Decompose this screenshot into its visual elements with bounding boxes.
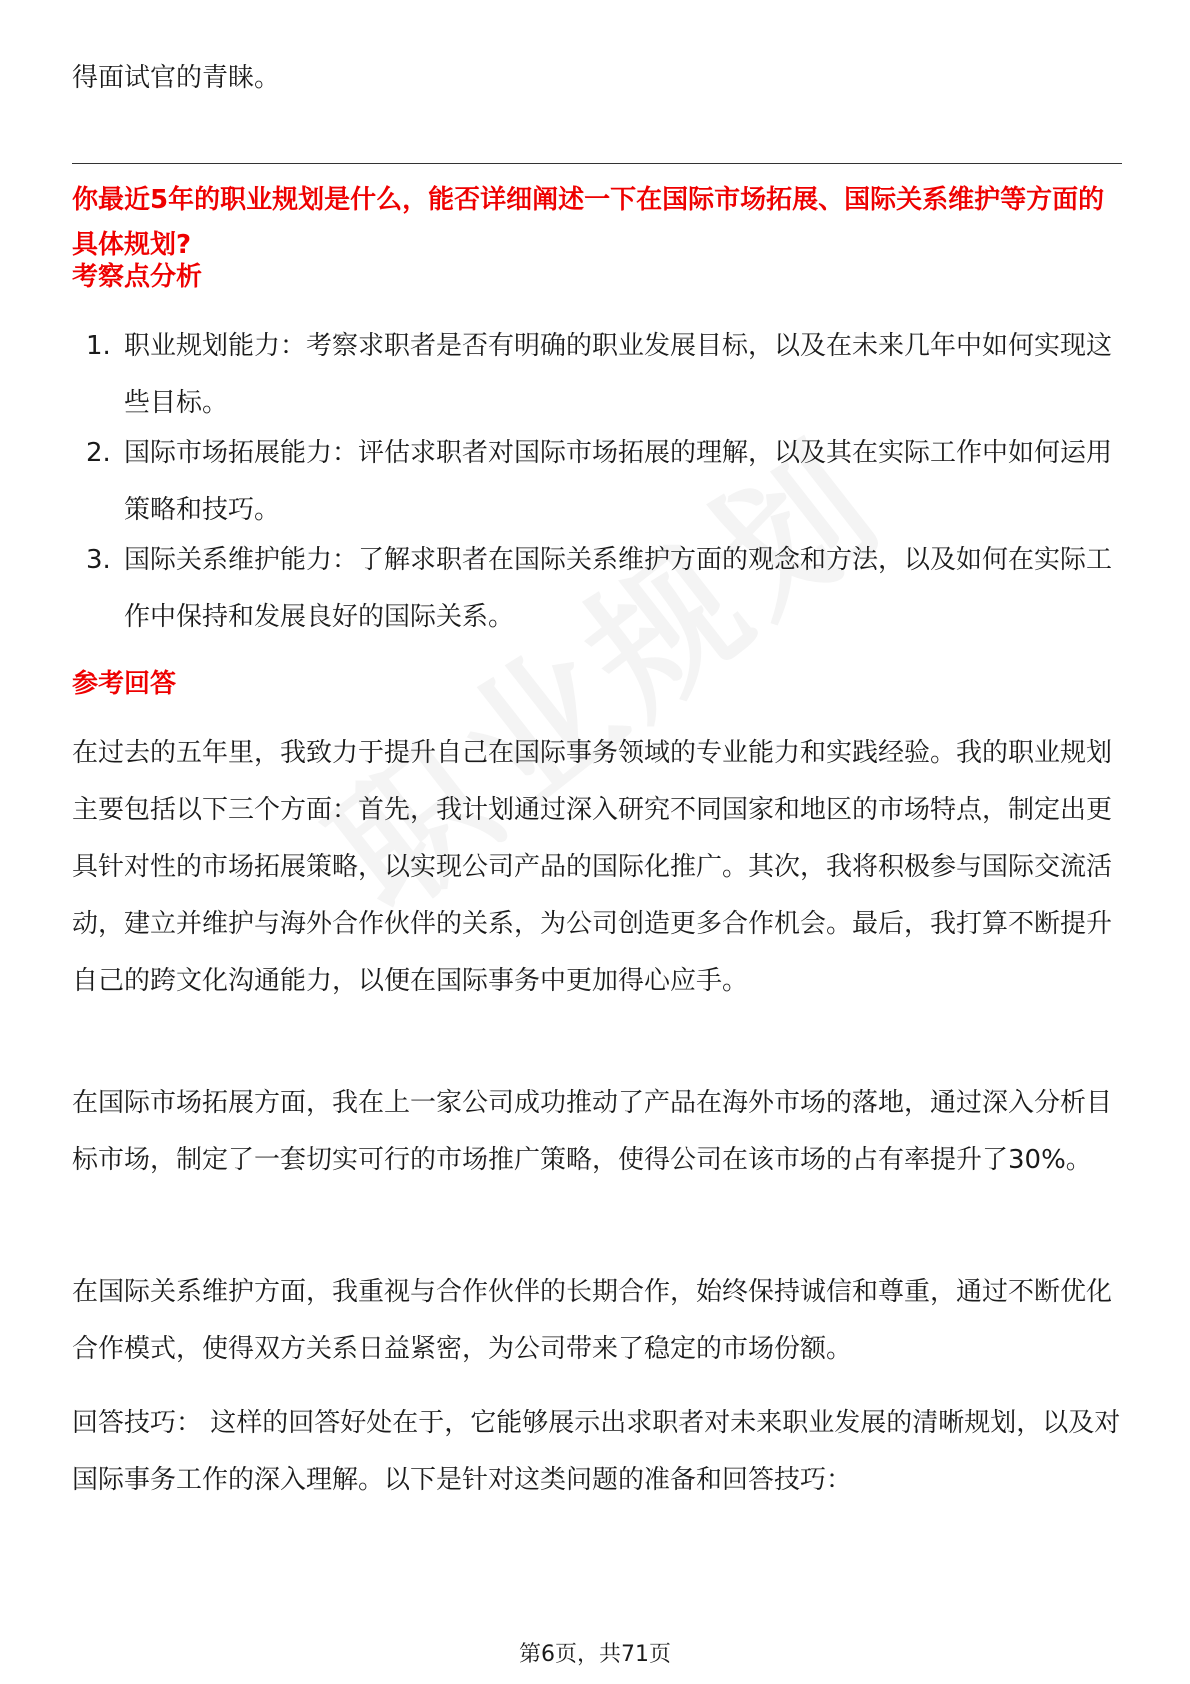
answer-paragraph: 在国际市场拓展方面，我在上一家公司成功推动了产品在海外市场的落地，通过深入分析目标市场，制定了一套切实可行的市场推广策略，使得公司在该市场的占有率提升了30%。 — [72, 1088, 1113, 1175]
list-item — [72, 318, 1122, 425]
list-item-number: 2. — [86, 438, 111, 468]
question-title: 你最近5年的职业规划是什么，能否详细阐述一下在国际市场拓展、国际关系维护等方面的具体规划? — [72, 185, 1105, 260]
analysis-list — [72, 318, 1122, 639]
list-item — [72, 425, 1122, 532]
list-item-number: 3. — [86, 545, 111, 575]
answer-paragraph: 在国际关系维护方面，我重视与合作伙伴的长期合作，始终保持诚信和尊重，通过不断优化合作模式，使得双方关系日益紧密，为公司带来了稳定的市场份额。 — [72, 1277, 1113, 1364]
answer-tips: 回答技巧： 这样的回答好处在于，它能够展示出求职者对未来职业发展的清晰规划，以及对国际事务工作的深入理解。以下是针对这类问题的准备和回答技巧： — [72, 1408, 1121, 1495]
answer-paragraph: 在过去的五年里，我致力于提升自己在国际事务领域的专业能力和实践经验。我的职业规划主要包括以下三个方面：首先，我计划通过深入研究不同国家和地区的市场特点，制定出更具针对性的市场拓展策略，以实现公司产品的国际化推广。其次，我将积极参与国际交流活动，建立并维护与海外合作伙伴的关系，为公司创造更多合作机会。最后，我打算不断提升自己的跨文化沟通能力，以便在国际事务中更加得心应手。 — [72, 738, 1113, 996]
page-number: 第6页，共71页 — [519, 1642, 671, 1667]
list-item-text: 国际关系维护能力：了解求职者在国际关系维护方面的观念和方法，以及如何在实际工作中保持和发展良好的国际关系。 — [124, 545, 1113, 632]
list-item — [72, 532, 1122, 639]
list-item-number: 1. — [86, 331, 111, 361]
answer-heading: 参考回答 — [72, 669, 177, 699]
continued-text: 得面试官的青睐。 — [72, 63, 281, 93]
section-divider — [72, 163, 1122, 164]
list-item-text: 国际市场拓展能力：评估求职者对国际市场拓展的理解，以及其在实际工作中如何运用策略和技巧。 — [124, 438, 1113, 525]
analysis-heading: 考察点分析 — [72, 262, 203, 292]
list-item-text: 职业规划能力：考察求职者是否有明确的职业发展目标，以及在未来几年中如何实现这些目标。 — [124, 331, 1113, 418]
